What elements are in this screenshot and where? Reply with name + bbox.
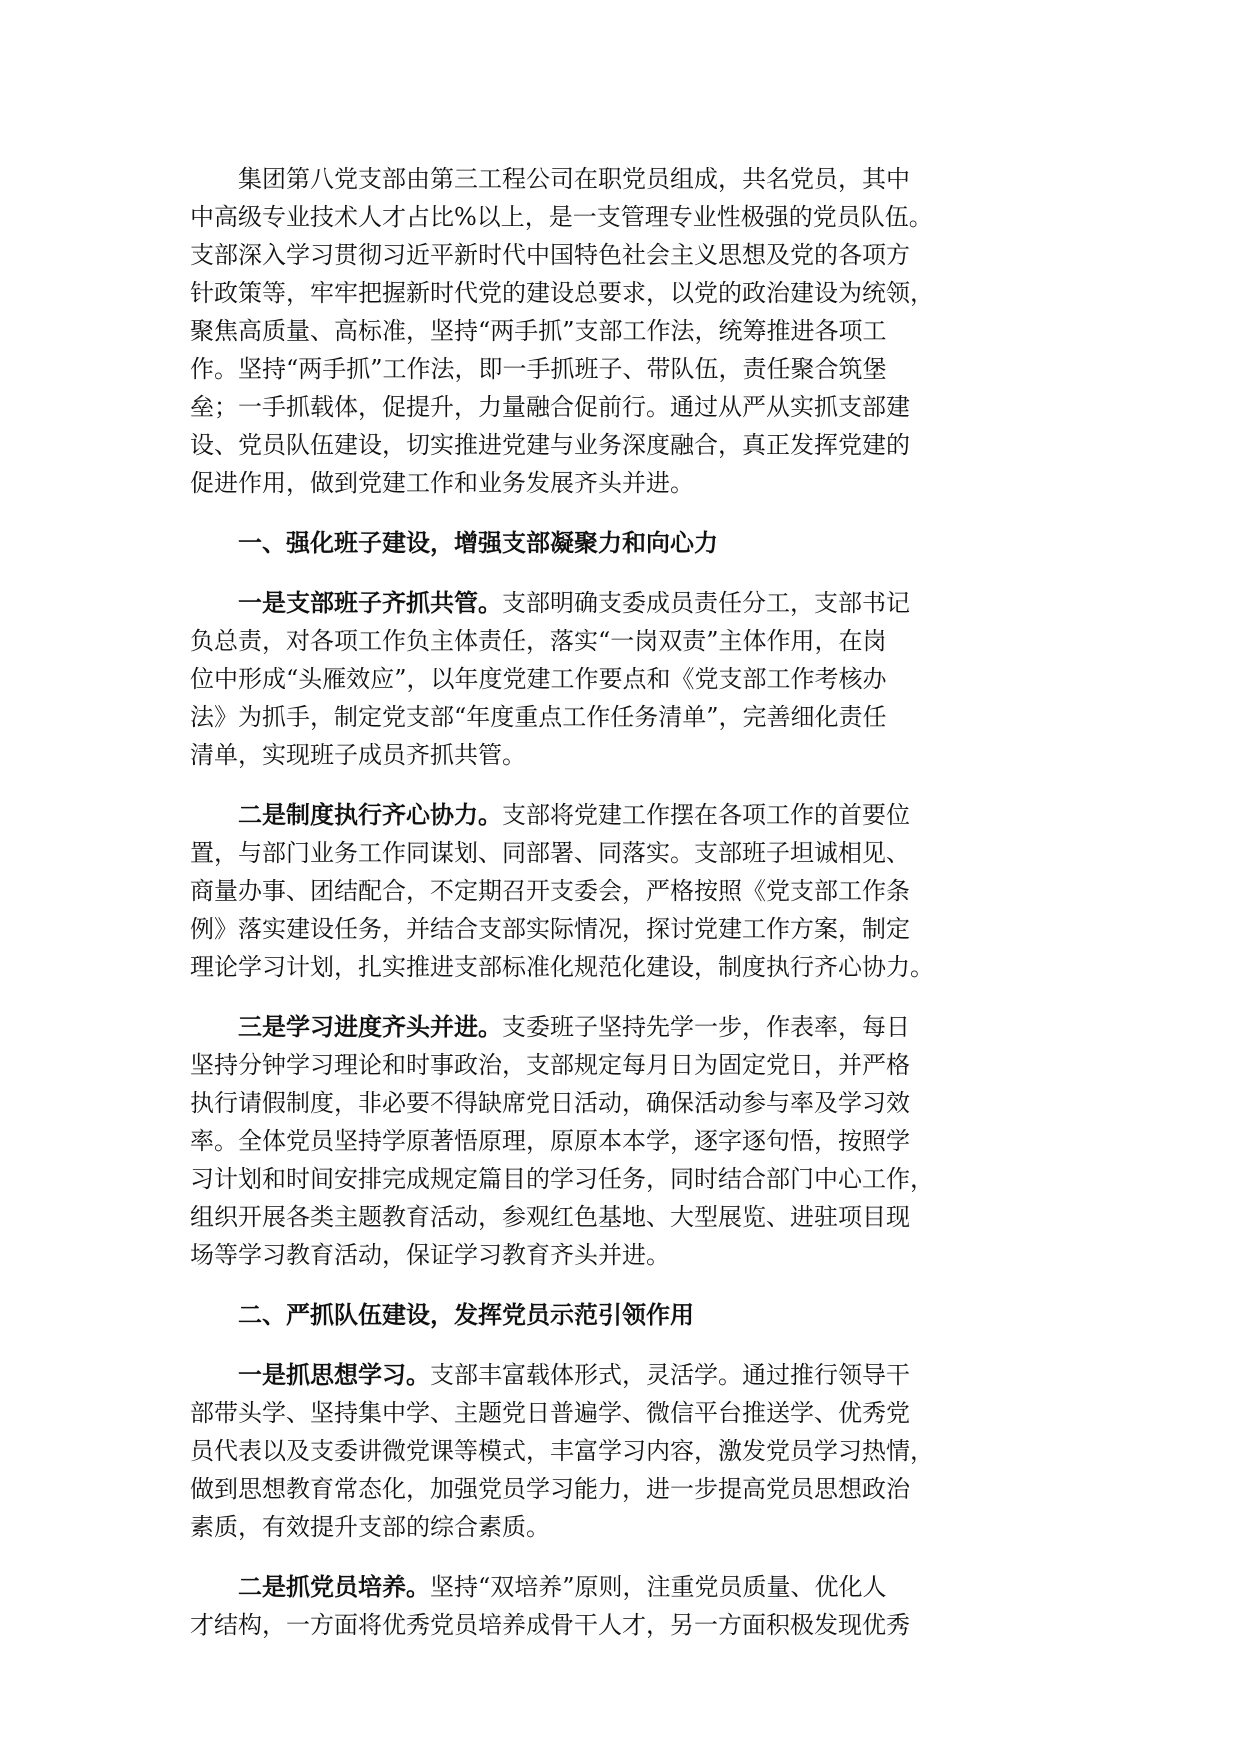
item-lead-rest: 支部将党建工作摆在各项工作的首要位 xyxy=(502,801,910,829)
intro-line: 设、党员队伍建设，切实推进党建与业务深度融合，真正发挥党建的 xyxy=(190,431,910,459)
paragraph-line: 法》为抓手，制定党支部“年度重点工作任务清单”，完善细化责任 xyxy=(190,703,887,731)
section1-item-1 xyxy=(190,584,1040,774)
section2-item-1 xyxy=(190,1356,1040,1546)
item-lead-title: 三是学习进度齐头并进。 xyxy=(238,1013,502,1041)
paragraph-line: 素质，有效提升支部的综合素质。 xyxy=(190,1513,550,1541)
intro-paragraph xyxy=(190,160,1040,502)
section2-item-2 xyxy=(190,1568,1040,1644)
paragraph-line: 理论学习计划，扎实推进支部标准化规范化建设，制度执行齐心协力。 xyxy=(190,953,934,981)
item-lead-title: 二是抓党员培养。 xyxy=(238,1573,430,1601)
paragraph-line: 场等学习教育活动，保证学习教育齐头并进。 xyxy=(190,1241,670,1269)
paragraph-first-line xyxy=(190,1356,1040,1394)
paragraph-line: 执行请假制度，非必要不得缺席党日活动，确保活动参与率及学习效 xyxy=(190,1089,910,1117)
intro-line: 聚焦高质量、高标准，坚持“两手抓”支部工作法，统筹推进各项工 xyxy=(190,317,887,345)
intro-line: 支部深入学习贯彻习近平新时代中国特色社会主义思想及党的各项方 xyxy=(190,241,910,269)
paragraph-line: 坚持分钟学习理论和时事政治，支部规定每月日为固定党日，并严格 xyxy=(190,1051,910,1079)
paragraph-line: 例》落实建设任务，并结合支部实际情况，探讨党建工作方案，制定 xyxy=(190,915,910,943)
paragraph-line: 置，与部门业务工作同谋划、同部署、同落实。支部班子坦诚相见、 xyxy=(190,839,910,867)
paragraph-line: 部带头学、坚持集中学、主题党日普遍学、微信平台推送学、优秀党 xyxy=(190,1399,910,1427)
paragraph-line: 商量办事、团结配合，不定期召开支委会，严格按照《党支部工作条 xyxy=(190,877,910,905)
paragraph-line: 位中形成“头雁效应”，以年度党建工作要点和《党支部工作考核办 xyxy=(190,665,887,693)
intro-line: 作。坚持“两手抓”工作法，即一手抓班子、带队伍，责任聚合筑堡 xyxy=(190,355,887,383)
intro-line: 针政策等，牢牢把握新时代党的建设总要求，以党的政治建设为统领， xyxy=(190,279,934,307)
section-heading-2: 二、严抓队伍建设，发挥党员示范引领作用 xyxy=(238,1301,694,1329)
paragraph-line: 员代表以及支委讲微党课等模式，丰富学习内容，激发党员学习热情， xyxy=(190,1437,934,1465)
item-lead-rest: 支委班子坚持先学一步，作表率，每日 xyxy=(502,1013,910,1041)
paragraph-line: 才结构，一方面将优秀党员培养成骨干人才，另一方面积极发现优秀 xyxy=(190,1611,910,1639)
paragraph-line: 率。全体党员坚持学原著悟原理，原原本本学，逐字逐句悟，按照学 xyxy=(190,1127,910,1155)
paragraph-line: 清单，实现班子成员齐抓共管。 xyxy=(190,741,526,769)
paragraph-line: 做到思想教育常态化，加强党员学习能力，进一步提高党员思想政治 xyxy=(190,1475,910,1503)
paragraph-line: 负总责，对各项工作负主体责任，落实“一岗双责”主体作用，在岗 xyxy=(190,627,887,655)
intro-line: 中高级专业技术人才占比%以上，是一支管理专业性极强的党员队伍。 xyxy=(190,203,933,231)
section1-item-2 xyxy=(190,796,1040,986)
item-lead-rest: 支部明确支委成员责任分工，支部书记 xyxy=(502,589,910,617)
intro-line: 垒；一手抓载体，促提升，力量融合促前行。通过从严从实抓支部建 xyxy=(190,393,910,421)
paragraph-first-line xyxy=(190,796,1040,834)
document-page xyxy=(190,160,1040,1666)
paragraph-first-line xyxy=(190,1568,1040,1606)
section-heading-1: 一、强化班子建设，增强支部凝聚力和向心力 xyxy=(238,529,718,557)
intro-line: 促进作用，做到党建工作和业务发展齐头并进。 xyxy=(190,469,694,497)
paragraph-first-line xyxy=(190,584,1040,622)
paragraph-line: 组织开展各类主题教育活动，参观红色基地、大型展览、进驻项目现 xyxy=(190,1203,910,1231)
item-lead-rest: 坚持“双培养”原则，注重党员质量、优化人 xyxy=(430,1573,887,1601)
item-lead-title: 二是制度执行齐心协力。 xyxy=(238,801,502,829)
item-lead-rest: 支部丰富载体形式，灵活学。通过推行领导干 xyxy=(430,1361,910,1389)
section1-item-3 xyxy=(190,1008,1040,1274)
item-lead-title: 一是抓思想学习。 xyxy=(238,1361,430,1389)
item-lead-title: 一是支部班子齐抓共管。 xyxy=(238,589,502,617)
paragraph-first-line xyxy=(190,1008,1040,1046)
intro-line: 集团第八党支部由第三工程公司在职党员组成，共名党员，其中 xyxy=(238,165,910,193)
paragraph-line: 习计划和时间安排完成规定篇目的学习任务，同时结合部门中心工作， xyxy=(190,1165,934,1193)
